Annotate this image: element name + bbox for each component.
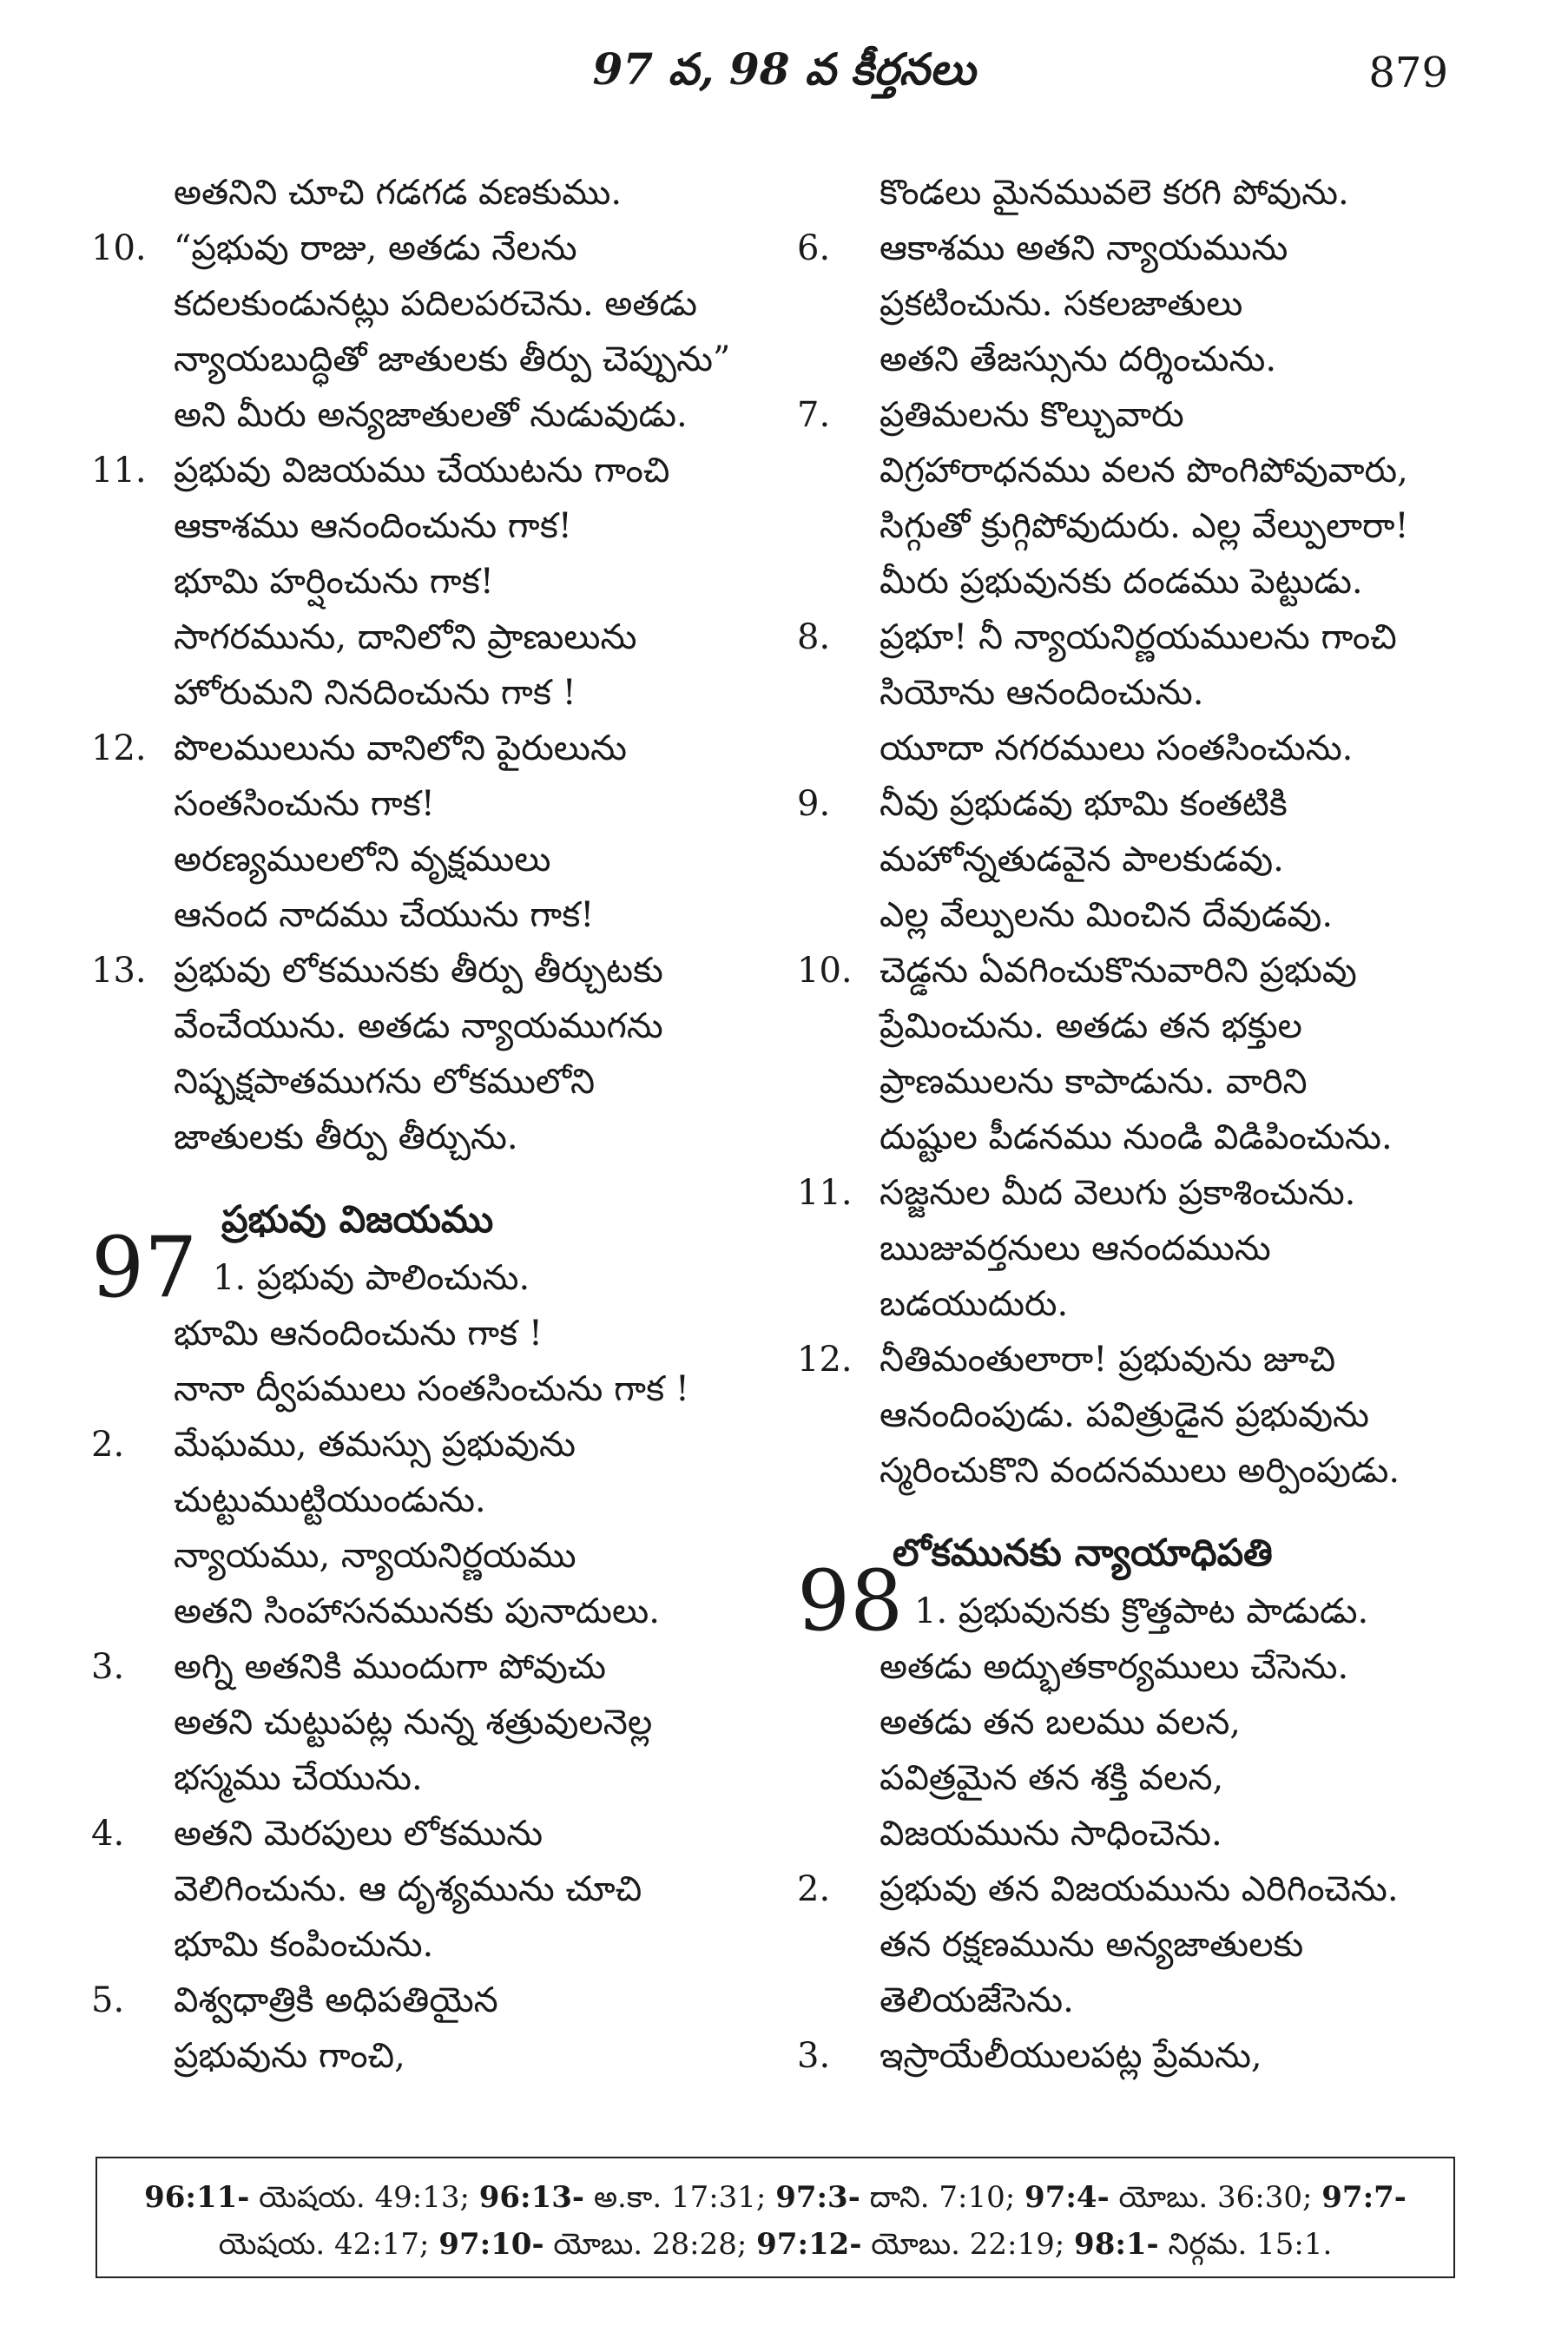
verse-row [797,832,1474,887]
verse-line: అతడు తన బలము వలన, [880,1703,1242,1743]
verse-line: ప్రభువునకు క్రొత్తపాట పాడుడు. [958,1591,1369,1631]
verse-line: సంతసించును గాక! [174,784,435,824]
verse-line: ఎల్ల వేల్పులను మించిన దేవుడవు. [880,895,1334,935]
verse-row [797,1973,1474,2028]
footnote-entry [1321,2180,1407,2215]
footnote-ref: 97:4- [1024,2180,1110,2215]
verse-line: ఇస్రాయేలీయులపట్ల ప్రేమను, [880,2036,1262,2076]
verse-row [91,443,768,498]
verse-line: అతని తేజస్సును దర్శించును. [880,339,1277,379]
verse-row [91,1417,768,1472]
verse-line: ప్రేమించును. అతడు తన భక్తుల [880,1006,1302,1046]
verse-row [91,609,768,665]
footnote-entry [1024,2180,1321,2215]
footnote-ref: 98:1- [1074,2227,1159,2262]
section-gap [91,1165,768,1189]
verse-row [797,1917,1474,1973]
verse-line: అతని చుట్టుపట్ల నున్న శత్రువులనెల్ల [174,1703,653,1743]
verse-line: హోరుమని నినదించును గాక ! [174,673,576,713]
verse-number: 12. [797,1340,853,1380]
verse-row [91,943,768,998]
verse-number: 11. [797,1173,853,1213]
verse-row [797,665,1474,721]
verse-line: నీవు ప్రభుడవు భూమి కంతటికి [880,784,1288,824]
verse-number: 12. [91,728,147,768]
verse-row [91,2028,768,2084]
verse-row [797,498,1474,554]
verse-line: సజ్జనుల మీద వెలుగు ప్రకాశించును. [880,1173,1356,1213]
verse-line: భూమి హర్షించును గాక! [174,562,494,602]
verse-number: 2. [91,1425,125,1465]
footnote-citation: యెషయ. 49:13; [249,2180,479,2215]
verse-line: వేంచేయును. అతడు న్యాయముగను [174,1006,663,1046]
verse-row [797,554,1474,609]
verse-line: అని మీరు అన్యజాతులతో నుడువుడు. [174,395,688,435]
psalm-97-verses [91,1306,768,2084]
verse-row [91,221,768,276]
verse-row [91,1973,768,2028]
section-gap [797,1499,1474,1523]
verse-row [91,332,768,387]
verse-row [91,1861,768,1917]
verse-row [91,721,768,776]
verse-row [91,1917,768,1973]
verse-row [797,1054,1474,1110]
verse-line: తెలియజేసెను. [880,1980,1074,2020]
verse-number: 10. [91,228,147,268]
verse-row [797,609,1474,665]
verse-line: ఆనంద నాదము చేయును గాక! [174,895,595,935]
verse-number: 11. [91,451,147,491]
verse-line: సియోను ఆనందించును. [880,673,1204,713]
footnote-citation: అ.కా. 17:31; [584,2180,776,2215]
verse-number: 1. [914,1591,948,1631]
verse-row [91,1472,768,1528]
verse-row [797,2028,1474,2084]
page-number: 879 [1368,49,1448,97]
verse-line: నానా ద్వీపములు సంతసించును గాక ! [174,1369,689,1409]
verse-row [797,1276,1474,1332]
verse-number: 2. [797,1869,831,1909]
verse-line: సాగరమును, దానిలోని ప్రాణులును [174,617,637,657]
verse-text [213,1250,530,1306]
verse-number: 7. [797,395,831,435]
footnote-citation: నిర్గమ. 15:1. [1158,2227,1333,2262]
verse-line: ప్రభువు పాలించును. [256,1258,530,1298]
verse-line: కదలకుండునట్లు పదిలపరచెను. అతడు [174,284,697,324]
footnote-citation: యోబు. 36:30; [1109,2180,1322,2215]
verse-row [797,1861,1474,1917]
verse-line: ప్రతిమలను కొల్చువారు [880,395,1184,435]
verse-row [91,832,768,887]
verse-row [91,1639,768,1695]
footnote-entry [438,2227,756,2262]
verse-line: ప్రభువు తన విజయమును ఎరిగించెను. [880,1869,1399,1909]
verse-row [797,776,1474,832]
psalm-97-heading: ప్రభువు విజయము [221,1198,494,1242]
verse-row [91,1806,768,1861]
verse-line: ప్రకటించును. సకలజాతులు [880,284,1243,324]
verse-number: 3. [797,2036,831,2076]
verse-line: పొలములును వానిలోని పైరులును [174,728,627,768]
cross-reference-footnotes [96,2157,1455,2278]
left-column-verses [91,165,768,1165]
verse-line: భస్మము చేయును. [174,1758,423,1798]
verse-line: ప్రభువును గాంచి, [174,2036,405,2076]
verse-row [91,554,768,609]
verse-line: “ప్రభువు రాజు, అతడు నేలను [174,228,577,268]
verse-number: 1. [213,1258,247,1298]
footnote-ref: 96:13- [478,2180,585,2215]
footnote-citation: దాని. 7:10; [860,2180,1025,2215]
footnote-ref: 97:10- [438,2227,544,2262]
verse-row [91,1584,768,1639]
verse-row [91,1695,768,1750]
verse-line: భూమి ఆనందించును గాక ! [174,1314,543,1354]
verse-row [797,443,1474,498]
verse-line: ఋజువర్తనులు ఆనందమును [880,1229,1271,1268]
verse-line: స్మరించుకొని వందనములు అర్పింపుడు. [880,1451,1400,1491]
verse-line: తన రక్షణమును అన్యజాతులకు [880,1925,1304,1965]
verse-line: నిష్పక్షపాతముగను లోకములోని [174,1062,596,1102]
verse-line: అతడు అద్భుతకార్యములు చేసెను. [880,1647,1349,1687]
verse-row [91,387,768,443]
verse-row [91,498,768,554]
verse-line: మీరు ప్రభువునకు దండము పెట్టుడు. [880,562,1363,602]
footnote-ref: 97:12- [756,2227,862,2262]
verse-line: జాతులకు తీర్పు తీర్చును. [174,1117,518,1157]
psalm-98-number: 98 [797,1552,904,1650]
verse-line: న్యాయము, న్యాయనిర్ణయము [174,1536,576,1576]
verse-line: ప్రభువు విజయము చేయుటను గాంచి [174,451,670,491]
verse-line: వెలిగించును. ఆ దృశ్యమును చూచి [174,1869,642,1909]
verse-row [797,1695,1474,1750]
verse-row [797,387,1474,443]
verse-line: ఆకాశము అతని న్యాయమును [880,228,1288,268]
footnote-ref: 97:7- [1321,2180,1407,2215]
verse-row [91,776,768,832]
footnote-line [97,2221,1453,2268]
verse-row [91,1110,768,1165]
psalm-97-number: 97 [91,1219,198,1316]
verse-row [797,1387,1474,1443]
verse-row [797,1639,1474,1695]
verse-number: 6. [797,228,831,268]
footnote-entry [756,2227,1074,2262]
verse-line: ఆకాశము ఆనందించును గాక! [174,506,572,546]
verse-line: సిగ్గుతో క్రుగ్గిపోవుదురు. ఎల్ల వేల్పులారా! [880,506,1409,546]
verse-row [797,165,1474,221]
psalm-98-verses [797,1639,1474,2084]
verse-line: ప్రభూ! నీ న్యాయనిర్ణయములను గాంచి [880,617,1397,657]
verse-row [797,1165,1474,1221]
right-column-verses [797,165,1474,1499]
verse-line: చెడ్డను ఏవగించుకొనువారిని ప్రభువు [880,951,1357,991]
verse-line: ప్రభువు లోకమునకు తీర్పు తీర్చుటకు [174,951,663,991]
verse-line: అతని సింహాసనమునకు పునాదులు. [174,1591,660,1631]
verse-row [91,1528,768,1584]
verse-number: 9. [797,784,831,824]
running-header-title: 97 వ, 98 వ కీర్తనలు [592,43,976,95]
footnote-citation: యోబు. 22:19; [861,2227,1075,2262]
footnote-entry [144,2180,479,2215]
verse-number: 13. [91,951,147,991]
left-column [91,165,768,2084]
verse-row [797,943,1474,998]
footnote-entry [1074,2227,1332,2262]
verse-line: యూదా నగరములు సంతసించును. [880,728,1354,768]
verse-row [797,1332,1474,1387]
verse-row [797,721,1474,776]
verse-row [91,276,768,332]
right-column [797,165,1474,2084]
verse-line: ఆనందింపుడు. పవిత్రుడైన ప్రభువును [880,1395,1369,1435]
verse-row [797,1221,1474,1276]
verse-line: అతని మెరపులు లోకమును [174,1814,544,1854]
verse-line: చుట్టుముట్టియుండును. [174,1480,486,1520]
footnote-line [97,2174,1453,2221]
footnote-entry [479,2180,775,2215]
verse-row [797,887,1474,943]
verse-line: న్యాయబుద్ధితో జాతులకు తీర్పు చెప్పును” [174,339,731,379]
verse-row [91,1361,768,1417]
verse-line: అరణ్యములలోని వృక్షములు [174,840,551,880]
footnote-entry [219,2227,439,2262]
verse-line: బడయుదురు. [880,1284,1069,1324]
verse-row [797,332,1474,387]
footnote-citation: యెషయ. 42:17; [218,2227,439,2262]
verse-line: భూమి కంపించును. [174,1925,434,1965]
verse-text [914,1584,1368,1639]
verse-line: అగ్ని అతనికి ముందుగా పోవుచు [174,1647,606,1687]
verse-number: 4. [91,1814,125,1854]
verse-row [91,665,768,721]
verse-line: మహోన్నతుడవైన పాలకుడవు. [880,840,1284,880]
verse-row [797,1806,1474,1861]
verse-line: ప్రాణములను కాపాడును. వారిని [880,1062,1308,1102]
verse-line: విజయమును సాధించెను. [880,1814,1222,1854]
verse-line: పవిత్రమైన తన శక్తి వలన, [880,1758,1224,1798]
verse-row [91,1306,768,1361]
verse-row [797,276,1474,332]
verse-number: 10. [797,951,853,991]
footnote-citation: యోబు. 28:28; [544,2227,757,2262]
verse-row [91,998,768,1054]
verse-row [91,165,768,221]
footnote-ref: 97:3- [775,2180,860,2215]
verse-row [797,1443,1474,1499]
verse-line: మేఘము, తమస్సు ప్రభువును [174,1425,576,1465]
verse-row [91,1054,768,1110]
psalm-98-heading: లోకమునకు న్యాయాధిపతి [893,1532,1273,1575]
verse-row [91,887,768,943]
verse-number: 3. [91,1647,125,1687]
verse-line: నీతిమంతులారా! ప్రభువును జూచి [880,1340,1336,1380]
verse-line: దుష్టుల పీడనము నుండి విడిపించును. [880,1117,1393,1157]
verse-row [91,1750,768,1806]
verse-line: విగ్రహారాధనము వలన పొంగిపోవువారు, [880,451,1408,491]
verse-line: విశ్వధాత్రికి అధిపతియైన [174,1980,498,2020]
footnote-entry [775,2180,1024,2215]
footnote-ref: 96:11- [144,2180,250,2215]
verse-line: కొండలు మైనమువలె కరగి పోవును. [880,173,1349,213]
verse-row [797,221,1474,276]
verse-number: 5. [91,1980,125,2020]
verse-row [797,998,1474,1054]
verse-row [797,1110,1474,1165]
verse-number: 8. [797,617,831,657]
verse-line: అతనిని చూచి గడగడ వణకుము. [174,173,623,213]
verse-row [797,1750,1474,1806]
